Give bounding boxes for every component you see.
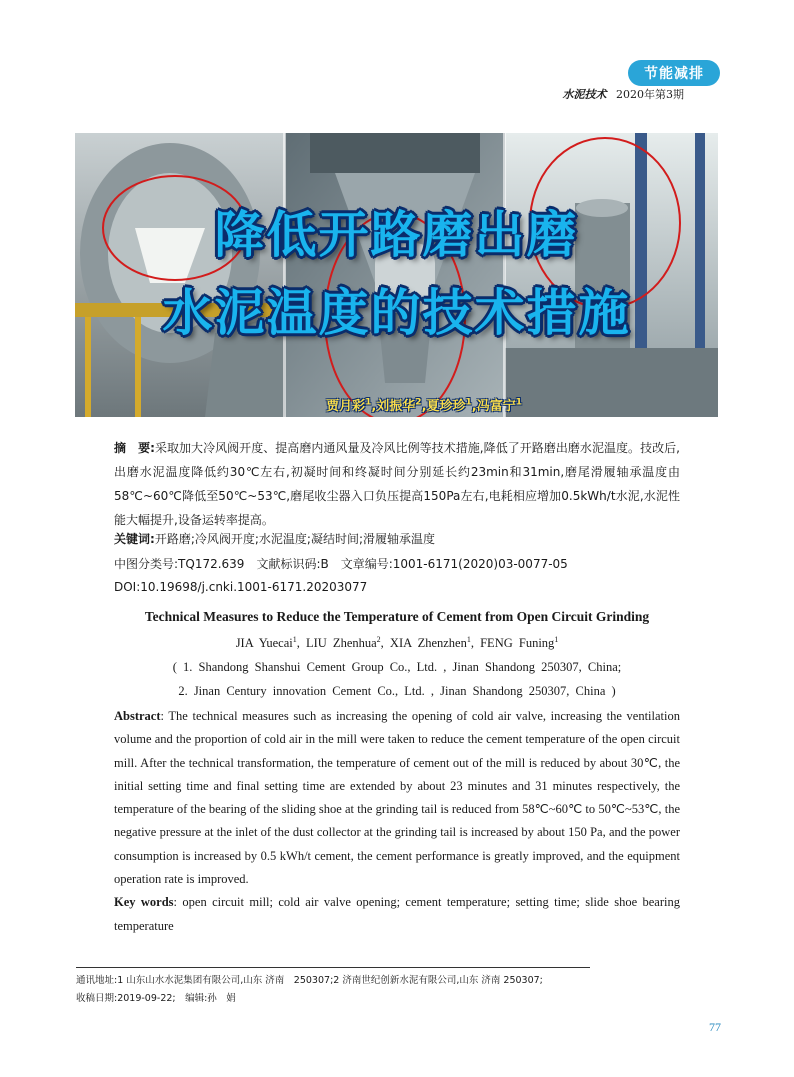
footnote-rule — [76, 967, 590, 968]
en-affiliation-2: 2. Jinan Century innovation Cement Co., Ltd. , Jinan Shandong 250307, China ) — [178, 684, 616, 698]
cn-keywords-label: 关键词: — [114, 532, 155, 546]
hero-title-line1: 降低开路磨出磨 — [214, 206, 579, 264]
en-title: Technical Measures to Reduce the Temperature of Cement from Open Circuit Grinding — [144, 609, 650, 624]
cn-abstract — [114, 436, 680, 532]
hero-banner — [75, 133, 718, 417]
section-badge: 节能减排 — [628, 60, 720, 86]
en-abstract-text: : The technical measures such as increasing the opening of cold air valve, increasing the ventilation volume and the proportion of cold air in the mill were taken to reduce the cement temperature of the open circuit mill. After the technical transformation, the temperature of cement out of the mill is reduced by about 30℃, the initial setting time and final setting time are extended by about 23 minutes and 31 minutes respectively, the temperature of the bearing of the sliding shoe at the grinding tail is reduced from 58℃~60℃ to 50℃~53℃, the negative pressure at the inlet of the dust collector at the grinding tail is increased by about 150 Pa, and the power consumption is increased by 0.5 kWh/t cement, the cement performance is greatly improved, and the equipment operation rate is improved. — [114, 709, 680, 887]
hero-authors: 贾月彩$^1$,刘振华$^2$,夏珍珍$^1$,冯富宁$^1$ — [326, 397, 522, 414]
journal-header — [563, 86, 685, 102]
page-number: 77 — [709, 1020, 721, 1034]
en-keywords-text: : open circuit mill; cold air valve opening; cement temperature; setting time; slide shoe bearing temperature — [114, 895, 680, 933]
en-abstract-label: Abstract — [114, 709, 161, 723]
cn-doi: DOI:10.19698/j.cnki.1001-6171.20203077 — [114, 580, 368, 594]
cn-keywords — [114, 530, 435, 547]
journal-name: 水泥技术 — [562, 88, 607, 101]
footnote-address: 通讯地址:1 山东山水水泥集团有限公司,山东 济南 250307;2 济南世纪创新水泥有限公司,山东 济南 250307; — [76, 975, 543, 986]
en-keywords-label: Key words — [114, 895, 174, 910]
cn-abstract-label: 摘 要: — [114, 441, 155, 455]
cn-keywords-text: 开路磨;冷风阀开度;水泥温度;凝结时间;滑履轴承温度 — [154, 532, 435, 546]
cn-classification: 中图分类号:TQ172.639 文献标识码:B 文章编号:1001-6171(2020)03-0077-05 — [114, 557, 568, 571]
journal-issue: 2020年第3期 — [616, 88, 684, 101]
cn-abstract-text: 采取加大冷风阀开度、提高磨内通风量及冷风比例等技术措施,降低了开路磨出磨水泥温度。技改后,出磨水泥温度降低约30℃左右,初凝时间和终凝时间分别延长约23min和31min,磨尾滑履轴承温度由58℃~60℃降低至50℃~53℃,磨尾收尘器入口负压提高150Pa左右,电耗相应增加0.5kWh/t水泥,水泥性能大幅提升,设备运转率提高。 — [114, 441, 680, 527]
en-abstract — [114, 705, 680, 938]
en-affiliation-1: ( 1. Shandong Shanshui Cement Group Co., Ltd. , Jinan Shandong 250307, China; — [172, 660, 622, 674]
hero-title-line2: 水泥温度的技术措施 — [162, 284, 631, 342]
footnote-received: 收稿日期:2019-09-22; 编辑:孙 娟 — [76, 993, 236, 1004]
en-authors: JIA Yuecai$^1$, LIU Zhenhua$^2$, XIA Zhenzhen$^1$, FENG Funing$^1$ — [235, 635, 559, 651]
